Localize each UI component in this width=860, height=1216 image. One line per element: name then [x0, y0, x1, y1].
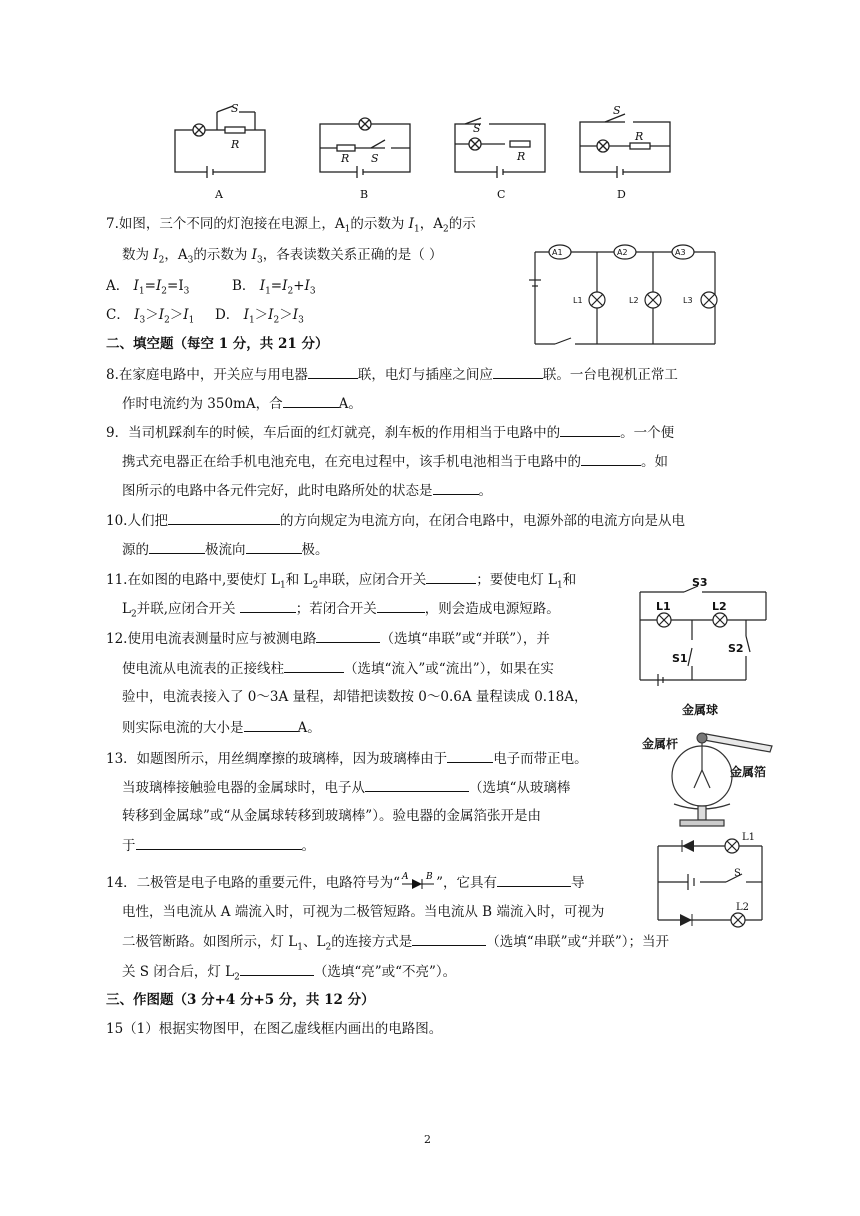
meter-label-a3: A3 — [675, 248, 686, 257]
section2-title: 二、填空题（每空 1 分，共 21 分） — [106, 336, 329, 352]
q12-line2: 使电流从电流表的正接线柱 （选填“流入”或“流出”），如果在实 — [122, 658, 554, 679]
svg-text:R: R — [341, 152, 350, 165]
q15-line1: 15（1）根据实物图甲，在图乙虚线框内画出的电路图。 — [106, 1021, 443, 1037]
svg-text:S: S — [371, 152, 379, 165]
q10-line1: 10.人们把 的方向规定为电流方向，在闭合电路中，电源外部的电流方向是从电 — [106, 510, 685, 531]
q9-line2: 携式充电器正在给手机电池充电，在充电过程中，该手机电池相当于电路中的 。如 — [122, 451, 668, 472]
q11-line2: $L_2$并联,应闭合开关 ；若闭合开关 ，则会造成电源短路。 — [122, 598, 560, 625]
q9-line1: 9．当司机踩刹车的时候，车后面的红灯就亮，刹车板的作用相当于电路中的 。一个便 — [106, 422, 674, 443]
q11-label-s3: S3 — [692, 576, 708, 589]
label-metal-ball: 金属球 — [682, 703, 719, 717]
q14-label-l1: L1 — [742, 832, 756, 843]
svg-text:S: S — [613, 104, 621, 117]
circuit-label-a: A — [215, 188, 223, 201]
svg-text:S: S — [231, 102, 239, 115]
q10-line2: 源的 极流向 极。 — [122, 539, 329, 560]
q11-line1: 11.在如图的电路中,要使灯 $L_1$和 $L_2$串联，应闭合开关 ；要使电灯 $L_1$和 — [106, 569, 576, 596]
q7-options-cd: C． $I_3>I_2>I_1$ D． $I_1>I_2>I_3$ — [106, 307, 304, 326]
top-circuits-figure — [165, 102, 685, 202]
lamp-label-l3: L3 — [683, 296, 693, 305]
meter-label-a2: A2 — [617, 248, 628, 257]
q12-line1: 12.使用电流表测量时应与被测电路 （选填“串联”或“并联”），并 — [106, 628, 550, 649]
circuit-label-b: B — [360, 188, 369, 201]
svg-text:R: R — [635, 130, 644, 143]
q14-line3: 二极管断路。如图所示，灯 $L_1$、$L_2$的连接方式是 （选填“串联”或“并联”）；当开 — [122, 931, 669, 958]
q11-label-s2: S2 — [728, 642, 744, 655]
q13-line2: 当玻璃棒接触验电器的金属球时，电子从 （选填“从玻璃棒 — [122, 777, 570, 798]
lamp-label-l2: L2 — [629, 296, 639, 305]
electroscope-figure — [640, 700, 780, 832]
q9-line3: 图所示的电路中各元件完好，此时电路所处的状态是 。 — [122, 480, 492, 501]
label-metal-foil: 金属箔 — [730, 765, 767, 779]
q14-line1: 14．二极管是电子电路的重要元件，电路符号为“ A B ”，它具有 导 — [106, 872, 585, 891]
svg-text:R: R — [517, 150, 526, 163]
meter-label-a1: A1 — [552, 248, 563, 257]
q14-line4: 关 S 闭合后，灯 $L_2$ （选填“亮”或“不亮”）。 — [122, 961, 456, 988]
q14-diode-circuit-figure — [654, 830, 766, 930]
q7-parallel-circuit-figure — [525, 240, 725, 350]
q8-line1: 8.在家庭电路中，开关应与用电器 联，电灯与插座之间应 联。一台电视机正常工 — [106, 364, 678, 385]
section3-title: 三、作图题（3 分+4 分+5 分，共 12 分） — [106, 992, 375, 1008]
svg-text:A: A — [402, 872, 409, 882]
circuit-label-d: D — [617, 188, 626, 201]
circuit-label-c: C — [497, 188, 506, 201]
svg-text:B: B — [426, 872, 433, 882]
diode-symbol-icon — [400, 872, 436, 890]
q13-line4: 于 。 — [122, 835, 315, 856]
label-metal-rod: 金属杆 — [642, 737, 679, 751]
svg-text:S: S — [473, 122, 481, 135]
q7-line2: 数为 $I_2$，$A_3$的示数为 $I_3$，各表读数关系正确的是（ ） — [122, 247, 443, 266]
q13-line1: 13．如题图所示，用丝绸摩擦的玻璃棒，因为玻璃棒由于 电子而带正电。 — [106, 748, 588, 769]
q11-label-l2: L2 — [712, 600, 727, 613]
q13-line3: 转移到金属球”或“从金属球转移到玻璃棒”）。验电器的金属箔张开是由 — [122, 808, 541, 824]
q11-label-s1: S1 — [672, 652, 688, 665]
svg-text:R: R — [231, 138, 240, 151]
page-number: 2 — [424, 1133, 431, 1146]
q11-label-l1: L1 — [656, 600, 671, 613]
lamp-label-l1: L1 — [573, 296, 583, 305]
q7-line1: 7.如图，三个不同的灯泡接在电源上，$A_1$的示数为 $I_1$，$A_2$的示 — [106, 216, 476, 235]
q12-line3: 验中，电流表接入了 0～3A 量程，却错把读数按 0～0.6A 量程读成 0.18A， — [122, 689, 588, 705]
q14-label-s: S — [734, 868, 741, 879]
q7-options-ab: A． $I_1=I_2=I_3$ B． $I_1=I_2+I_3$ — [106, 278, 316, 297]
q11-circuit-figure — [636, 576, 772, 686]
q8-line2: 作时电流约为 350mA，合 A。 — [122, 393, 362, 414]
q14-label-l2: L2 — [736, 902, 750, 913]
q14-line2: 电性，当电流从 A 端流入时，可视为二极管短路。当电流从 B 端流入时，可视为 — [122, 904, 605, 920]
q12-line4: 则实际电流的大小是 A。 — [122, 717, 321, 738]
